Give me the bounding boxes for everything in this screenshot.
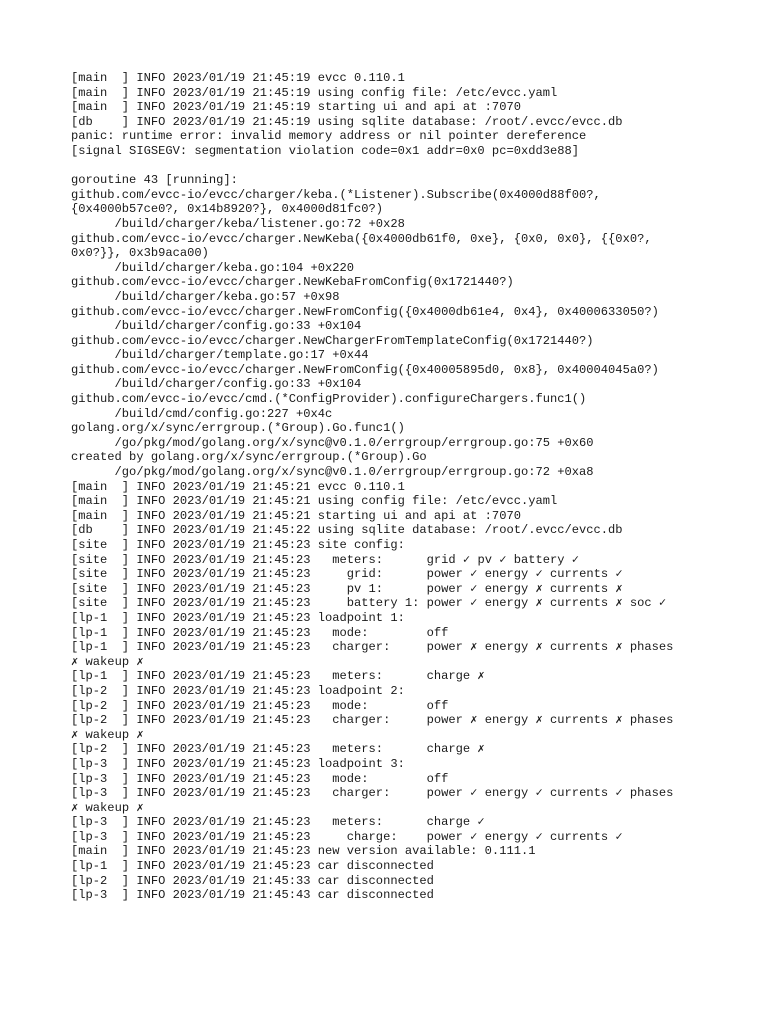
- log-output: [71, 71, 711, 903]
- log-line: [lp-2 ] INFO 2023/01/19 21:45:33 car disconnected: [71, 873, 434, 888]
- log-line: [main ] INFO 2023/01/19 21:45:23 new version available: 0.111.1: [71, 844, 536, 859]
- log-line: github.com/evcc-io/evcc/charger/keba.(*Listener).Subscribe(0x4000d88f00?,: [71, 187, 601, 202]
- log-line: [lp-3 ] INFO 2023/01/19 21:45:23 meters: charge ✓: [71, 815, 485, 830]
- log-line: github.com/evcc-io/evcc/charger.NewKebaFromConfig(0x1721440?): [71, 275, 514, 290]
- log-line: ✗ wakeup ✗: [71, 800, 144, 815]
- log-line: ✗ wakeup ✗: [71, 654, 144, 669]
- log-line: github.com/evcc-io/evcc/cmd.(*ConfigProvider).configureChargers.func1(): [71, 392, 587, 407]
- log-line: github.com/evcc-io/evcc/charger.NewFromConfig({0x4000db61e4, 0x4}, 0x4000633050?): [71, 304, 659, 319]
- log-line: /build/charger/config.go:33 +0x104: [71, 377, 362, 392]
- log-line: 0x0?}}, 0x3b9aca00): [71, 246, 209, 261]
- log-line: goroutine 43 [running]:: [71, 173, 238, 188]
- log-line: [site ] INFO 2023/01/19 21:45:23 site config:: [71, 538, 405, 552]
- log-line: [lp-1 ] INFO 2023/01/19 21:45:23 charger: power ✗ energy ✗ currents ✗ phases: [71, 640, 674, 655]
- log-line: [lp-3 ] INFO 2023/01/19 21:45:23 loadpoint 3:: [71, 756, 405, 771]
- log-line: [lp-3 ] INFO 2023/01/19 21:45:23 charge: power ✓ energy ✓ currents ✓: [71, 829, 623, 844]
- log-line: [main ] INFO 2023/01/19 21:45:19 evcc 0.110.1: [71, 71, 405, 85]
- log-line: /build/charger/template.go:17 +0x44: [71, 348, 369, 363]
- log-line: ✗ wakeup ✗: [71, 727, 144, 742]
- log-line: /build/charger/keba/listener.go:72 +0x28: [71, 216, 405, 231]
- log-line: [lp-2 ] INFO 2023/01/19 21:45:23 meters: charge ✗: [71, 742, 485, 757]
- log-line: /build/charger/config.go:33 +0x104: [71, 319, 362, 334]
- log-line: /build/charger/keba.go:57 +0x98: [71, 289, 340, 304]
- log-line: {0x4000b57ce0?, 0x14b8920?}, 0x4000d81fc0?): [71, 202, 384, 217]
- log-line: [main ] INFO 2023/01/19 21:45:21 using config file: /etc/evcc.yaml: [71, 494, 558, 509]
- log-line: github.com/evcc-io/evcc/charger.NewFromConfig({0x40005895d0, 0x8}, 0x40004045a0?): [71, 362, 659, 377]
- log-line: panic: runtime error: invalid memory address or nil pointer dereference: [71, 129, 587, 144]
- log-line: created by golang.org/x/sync/errgroup.(*Group).Go: [71, 450, 427, 465]
- log-line: [main ] INFO 2023/01/19 21:45:19 starting ui and api at :7070: [71, 100, 521, 115]
- log-line: [lp-1 ] INFO 2023/01/19 21:45:23 car disconnected: [71, 859, 434, 874]
- log-line: [site ] INFO 2023/01/19 21:45:23 meters: grid ✓ pv ✓ battery ✓: [71, 552, 580, 567]
- log-line: [lp-1 ] INFO 2023/01/19 21:45:23 loadpoint 1:: [71, 610, 405, 625]
- log-line: /build/cmd/config.go:227 +0x4c: [71, 406, 333, 421]
- log-blank-line: [71, 159, 711, 174]
- log-line: golang.org/x/sync/errgroup.(*Group).Go.func1(): [71, 421, 405, 436]
- log-line: /go/pkg/mod/golang.org/x/sync@v0.1.0/errgroup/errgroup.go:75 +0x60: [71, 435, 594, 450]
- log-line: github.com/evcc-io/evcc/charger.NewKeba({0x4000db61f0, 0xe}, {0x0, 0x0}, {{0x0?,: [71, 231, 652, 246]
- log-line: [lp-3 ] INFO 2023/01/19 21:45:23 charger: power ✓ energy ✓ currents ✓ phases: [71, 786, 674, 801]
- log-line: /build/charger/keba.go:104 +0x220: [71, 260, 355, 275]
- log-line: [main ] INFO 2023/01/19 21:45:21 evcc 0.110.1: [71, 479, 405, 494]
- log-line: [lp-2 ] INFO 2023/01/19 21:45:23 mode: off: [71, 698, 449, 713]
- log-line: /go/pkg/mod/golang.org/x/sync@v0.1.0/errgroup/errgroup.go:72 +0xa8: [71, 465, 594, 480]
- log-line: [main ] INFO 2023/01/19 21:45:21 starting ui and api at :7070: [71, 508, 521, 523]
- log-line: [lp-2 ] INFO 2023/01/19 21:45:23 loadpoint 2:: [71, 683, 405, 698]
- log-line: [main ] INFO 2023/01/19 21:45:19 using config file: /etc/evcc.yaml: [71, 85, 558, 100]
- log-line: [site ] INFO 2023/01/19 21:45:23 pv 1: power ✓ energy ✗ currents ✗: [71, 581, 623, 596]
- log-line: [lp-2 ] INFO 2023/01/19 21:45:23 charger: power ✗ energy ✗ currents ✗ phases: [71, 713, 674, 728]
- log-line: [lp-3 ] INFO 2023/01/19 21:45:23 mode: off: [71, 771, 449, 786]
- log-line: [site ] INFO 2023/01/19 21:45:23 battery 1: power ✓ energy ✗ currents ✗ soc ✓: [71, 596, 667, 611]
- log-line: [signal SIGSEGV: segmentation violation code=0x1 addr=0x0 pc=0xdd3e88]: [71, 143, 580, 158]
- log-line: [lp-1 ] INFO 2023/01/19 21:45:23 mode: off: [71, 625, 449, 640]
- log-line: [site ] INFO 2023/01/19 21:45:23 grid: power ✓ energy ✓ currents ✓: [71, 567, 623, 582]
- log-line: [db ] INFO 2023/01/19 21:45:22 using sqlite database: /root/.evcc/evcc.db: [71, 523, 623, 538]
- log-line: [db ] INFO 2023/01/19 21:45:19 using sqlite database: /root/.evcc/evcc.db: [71, 114, 623, 129]
- log-line: [lp-3 ] INFO 2023/01/19 21:45:43 car disconnected: [71, 888, 434, 903]
- log-line: [lp-1 ] INFO 2023/01/19 21:45:23 meters: charge ✗: [71, 669, 485, 684]
- log-line: github.com/evcc-io/evcc/charger.NewChargerFromTemplateConfig(0x1721440?): [71, 333, 594, 348]
